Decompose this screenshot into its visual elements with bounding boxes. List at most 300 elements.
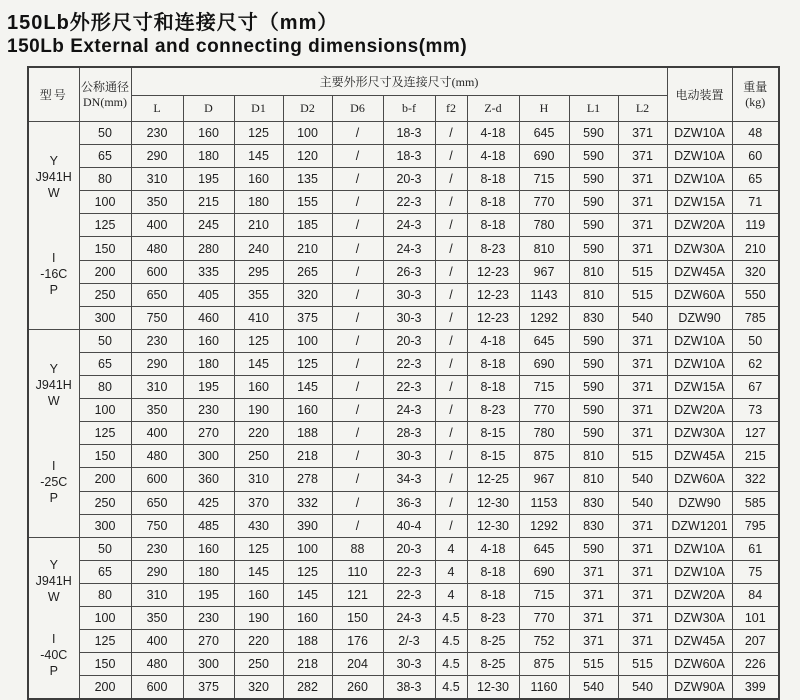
zd-cell: 8-18 — [467, 560, 519, 583]
d1-cell: 125 — [234, 122, 283, 145]
l2-cell: 371 — [618, 329, 667, 352]
l-cell: 350 — [131, 606, 183, 629]
bf-cell: 34-3 — [383, 468, 435, 491]
l2-cell: 540 — [618, 676, 667, 700]
zd-cell: 4-18 — [467, 329, 519, 352]
actuator-cell: DZW20A — [667, 214, 732, 237]
h-cell: 645 — [519, 329, 569, 352]
f2-cell: / — [435, 122, 467, 145]
zd-cell: 8-23 — [467, 606, 519, 629]
h-cell: 752 — [519, 630, 569, 653]
d1-cell: 125 — [234, 537, 283, 560]
l-cell: 400 — [131, 422, 183, 445]
actuator-cell: DZW20A — [667, 399, 732, 422]
d1-cell: 160 — [234, 583, 283, 606]
zd-cell: 8-25 — [467, 653, 519, 676]
d-cell: 300 — [183, 653, 234, 676]
bf-cell: 20-3 — [383, 537, 435, 560]
l2-cell: 371 — [618, 560, 667, 583]
d2-cell: 100 — [283, 537, 332, 560]
l1-cell: 371 — [569, 583, 618, 606]
l-cell: 230 — [131, 329, 183, 352]
f2-cell: 4 — [435, 583, 467, 606]
dn-cell: 80 — [79, 583, 131, 606]
actuator-cell: DZW15A — [667, 376, 732, 399]
l-cell: 600 — [131, 468, 183, 491]
d-cell: 485 — [183, 514, 234, 537]
d-cell: 195 — [183, 583, 234, 606]
header-dim-z-d: Z-d — [467, 96, 519, 122]
l2-cell: 515 — [618, 283, 667, 306]
weight-cell: 84 — [732, 583, 779, 606]
l2-cell: 540 — [618, 306, 667, 329]
table-row — [28, 399, 779, 422]
d6-cell: / — [332, 260, 383, 283]
weight-cell: 210 — [732, 237, 779, 260]
l2-cell: 371 — [618, 122, 667, 145]
l2-cell: 371 — [618, 422, 667, 445]
l1-cell: 590 — [569, 352, 618, 375]
l2-cell: 515 — [618, 260, 667, 283]
d2-cell: 390 — [283, 514, 332, 537]
f2-cell: / — [435, 283, 467, 306]
l1-cell: 590 — [569, 537, 618, 560]
d2-cell: 218 — [283, 653, 332, 676]
zd-cell: 12-30 — [467, 514, 519, 537]
weight-cell: 73 — [732, 399, 779, 422]
dn-cell: 250 — [79, 283, 131, 306]
d1-cell: 240 — [234, 237, 283, 260]
weight-cell: 127 — [732, 422, 779, 445]
d-cell: 460 — [183, 306, 234, 329]
weight-cell: 399 — [732, 676, 779, 700]
f2-cell: 4.5 — [435, 653, 467, 676]
f2-cell: / — [435, 376, 467, 399]
bf-cell: 24-3 — [383, 399, 435, 422]
l-cell: 400 — [131, 630, 183, 653]
f2-cell: / — [435, 422, 467, 445]
d1-cell: 295 — [234, 260, 283, 283]
l2-cell: 540 — [618, 468, 667, 491]
weight-cell: 795 — [732, 514, 779, 537]
d6-cell: 260 — [332, 676, 383, 700]
actuator-cell: DZW45A — [667, 630, 732, 653]
bf-cell: 38-3 — [383, 676, 435, 700]
l1-cell: 590 — [569, 145, 618, 168]
d1-cell: 210 — [234, 214, 283, 237]
header-dim-h: H — [519, 96, 569, 122]
actuator-cell: DZW15A — [667, 191, 732, 214]
l2-cell: 371 — [618, 376, 667, 399]
l1-cell: 590 — [569, 399, 618, 422]
actuator-cell: DZW45A — [667, 260, 732, 283]
f2-cell: / — [435, 145, 467, 168]
d6-cell: 110 — [332, 560, 383, 583]
f2-cell: / — [435, 352, 467, 375]
l2-cell: 371 — [618, 606, 667, 629]
d-cell: 180 — [183, 560, 234, 583]
d6-cell: / — [332, 191, 383, 214]
d-cell: 195 — [183, 376, 234, 399]
d1-cell: 160 — [234, 376, 283, 399]
dn-cell: 80 — [79, 376, 131, 399]
h-cell: 1292 — [519, 514, 569, 537]
d2-cell: 160 — [283, 399, 332, 422]
d1-cell: 180 — [234, 191, 283, 214]
d1-cell: 190 — [234, 606, 283, 629]
table-row — [28, 306, 779, 329]
d1-cell: 320 — [234, 676, 283, 700]
weight-cell: 61 — [732, 537, 779, 560]
zd-cell: 12-30 — [467, 491, 519, 514]
l-cell: 310 — [131, 583, 183, 606]
l1-cell: 830 — [569, 306, 618, 329]
actuator-cell: DZW45A — [667, 445, 732, 468]
header-nominal-diameter — [79, 67, 131, 122]
dn-cell: 150 — [79, 237, 131, 260]
f2-cell: 4 — [435, 560, 467, 583]
l1-cell: 830 — [569, 491, 618, 514]
dn-cell: 200 — [79, 676, 131, 700]
d6-cell: / — [332, 237, 383, 260]
bf-cell: 18-3 — [383, 122, 435, 145]
zd-cell: 8-15 — [467, 445, 519, 468]
header-dim-d2: D2 — [283, 96, 332, 122]
f2-cell: / — [435, 445, 467, 468]
actuator-cell: DZW10A — [667, 560, 732, 583]
actuator-cell: DZW10A — [667, 145, 732, 168]
h-cell: 1153 — [519, 491, 569, 514]
d1-cell: 145 — [234, 352, 283, 375]
l2-cell: 371 — [618, 537, 667, 560]
l2-cell: 371 — [618, 168, 667, 191]
d-cell: 270 — [183, 422, 234, 445]
bf-cell: 22-3 — [383, 352, 435, 375]
l1-cell: 810 — [569, 468, 618, 491]
bf-cell: 22-3 — [383, 560, 435, 583]
zd-cell: 8-18 — [467, 214, 519, 237]
bf-cell: 24-3 — [383, 237, 435, 260]
f2-cell: 4.5 — [435, 606, 467, 629]
d-cell: 360 — [183, 468, 234, 491]
l-cell: 480 — [131, 653, 183, 676]
weight-cell: 322 — [732, 468, 779, 491]
d2-cell: 218 — [283, 445, 332, 468]
d6-cell: / — [332, 514, 383, 537]
d6-cell: 176 — [332, 630, 383, 653]
bf-cell: 22-3 — [383, 583, 435, 606]
h-cell: 780 — [519, 422, 569, 445]
actuator-cell: DZW30A — [667, 606, 732, 629]
d6-cell: / — [332, 352, 383, 375]
table-row — [28, 491, 779, 514]
table-row — [28, 653, 779, 676]
zd-cell: 8-18 — [467, 191, 519, 214]
weight-cell: 75 — [732, 560, 779, 583]
dn-cell: 65 — [79, 560, 131, 583]
table-row — [28, 583, 779, 606]
d6-cell: / — [332, 122, 383, 145]
actuator-cell: DZW60A — [667, 283, 732, 306]
h-cell: 1143 — [519, 283, 569, 306]
header-dim-d6: D6 — [332, 96, 383, 122]
dn-cell: 100 — [79, 606, 131, 629]
f2-cell: / — [435, 260, 467, 283]
table-row — [28, 514, 779, 537]
l-cell: 310 — [131, 376, 183, 399]
d2-cell: 188 — [283, 422, 332, 445]
d6-cell: / — [332, 468, 383, 491]
l1-cell: 810 — [569, 283, 618, 306]
d6-cell: 204 — [332, 653, 383, 676]
d2-cell: 375 — [283, 306, 332, 329]
d2-cell: 320 — [283, 283, 332, 306]
l-cell: 290 — [131, 560, 183, 583]
dn-cell: 200 — [79, 468, 131, 491]
table-body — [28, 122, 779, 700]
f2-cell: / — [435, 329, 467, 352]
weight-cell: 62 — [732, 352, 779, 375]
d6-cell: / — [332, 283, 383, 306]
zd-cell: 12-25 — [467, 468, 519, 491]
header-main-dimensions-span: 主要外形尺寸及连接尺寸(mm) — [131, 67, 667, 96]
dn-cell: 125 — [79, 214, 131, 237]
d1-cell: 250 — [234, 653, 283, 676]
dn-cell: 150 — [79, 653, 131, 676]
model-series-label: Y J941H W — [35, 153, 72, 200]
dn-cell: 50 — [79, 537, 131, 560]
d1-cell: 220 — [234, 630, 283, 653]
h-cell: 770 — [519, 606, 569, 629]
d2-cell: 210 — [283, 237, 332, 260]
d2-cell: 125 — [283, 352, 332, 375]
table-row — [28, 260, 779, 283]
d6-cell: / — [332, 422, 383, 445]
zd-cell: 8-25 — [467, 630, 519, 653]
bf-cell: 30-3 — [383, 445, 435, 468]
page-titles — [0, 0, 800, 58]
h-cell: 875 — [519, 653, 569, 676]
d2-cell: 100 — [283, 329, 332, 352]
title-english: 150Lb External and connecting dimensions(mm) — [7, 36, 468, 57]
weight-cell: 48 — [732, 122, 779, 145]
actuator-cell: DZW60A — [667, 468, 732, 491]
weight-cell: 207 — [732, 630, 779, 653]
l-cell: 650 — [131, 283, 183, 306]
h-cell: 780 — [519, 214, 569, 237]
dn-cell: 80 — [79, 168, 131, 191]
weight-cell: 785 — [732, 306, 779, 329]
actuator-cell: DZW90 — [667, 306, 732, 329]
f2-cell: / — [435, 306, 467, 329]
weight-cell: 50 — [732, 329, 779, 352]
f2-cell: / — [435, 191, 467, 214]
l-cell: 230 — [131, 122, 183, 145]
d2-cell: 185 — [283, 214, 332, 237]
zd-cell: 4-18 — [467, 537, 519, 560]
l1-cell: 515 — [569, 653, 618, 676]
d2-cell: 145 — [283, 583, 332, 606]
l1-cell: 590 — [569, 329, 618, 352]
d6-cell: / — [332, 168, 383, 191]
header-dim-d: D — [183, 96, 234, 122]
d-cell: 270 — [183, 630, 234, 653]
table-row — [28, 237, 779, 260]
h-cell: 715 — [519, 583, 569, 606]
zd-cell: 8-18 — [467, 583, 519, 606]
actuator-cell: DZW60A — [667, 653, 732, 676]
l-cell: 290 — [131, 145, 183, 168]
d1-cell: 145 — [234, 145, 283, 168]
bf-cell: 18-3 — [383, 145, 435, 168]
table-row — [28, 422, 779, 445]
zd-cell: 4-18 — [467, 145, 519, 168]
header-electric-actuator: 电动装置 — [667, 67, 732, 122]
l-cell: 290 — [131, 352, 183, 375]
header-dim-l2: L2 — [618, 96, 667, 122]
f2-cell: / — [435, 399, 467, 422]
zd-cell: 8-15 — [467, 422, 519, 445]
d2-cell: 120 — [283, 145, 332, 168]
d-cell: 230 — [183, 399, 234, 422]
weight-cell: 320 — [732, 260, 779, 283]
h-cell: 690 — [519, 352, 569, 375]
l1-cell: 540 — [569, 676, 618, 700]
d6-cell: / — [332, 214, 383, 237]
model-cell-group-3 — [28, 537, 79, 699]
d1-cell: 160 — [234, 168, 283, 191]
bf-cell: 30-3 — [383, 306, 435, 329]
zd-cell: 8-18 — [467, 376, 519, 399]
d1-cell: 410 — [234, 306, 283, 329]
f2-cell: 4.5 — [435, 630, 467, 653]
d2-cell: 188 — [283, 630, 332, 653]
bf-cell: 30-3 — [383, 283, 435, 306]
h-cell: 875 — [519, 445, 569, 468]
d6-cell: / — [332, 376, 383, 399]
table-row — [28, 445, 779, 468]
actuator-cell: DZW10A — [667, 537, 732, 560]
header-dim-f2: f2 — [435, 96, 467, 122]
d1-cell: 430 — [234, 514, 283, 537]
model-cell-group-1 — [28, 122, 79, 330]
model-series-label: Y J941H W — [35, 361, 72, 408]
d6-cell: / — [332, 145, 383, 168]
l1-cell: 590 — [569, 191, 618, 214]
title-chinese: 150Lb外形尺寸和连接尺寸（mm） — [7, 12, 339, 34]
l-cell: 750 — [131, 306, 183, 329]
zd-cell: 8-18 — [467, 352, 519, 375]
l-cell: 750 — [131, 514, 183, 537]
d6-cell: / — [332, 445, 383, 468]
h-cell: 690 — [519, 560, 569, 583]
dn-cell: 300 — [79, 514, 131, 537]
bf-cell: 26-3 — [383, 260, 435, 283]
actuator-cell: DZW1201 — [667, 514, 732, 537]
zd-cell: 4-18 — [467, 122, 519, 145]
weight-cell: 215 — [732, 445, 779, 468]
l1-cell: 810 — [569, 445, 618, 468]
header-row-dims — [28, 96, 779, 122]
header-dn-unit: DN(mm) — [83, 94, 127, 109]
d-cell: 245 — [183, 214, 234, 237]
dn-cell: 100 — [79, 191, 131, 214]
header-dim-b-f: b-f — [383, 96, 435, 122]
actuator-cell: DZW90 — [667, 491, 732, 514]
weight-cell: 101 — [732, 606, 779, 629]
h-cell: 967 — [519, 468, 569, 491]
l-cell: 310 — [131, 168, 183, 191]
l2-cell: 371 — [618, 514, 667, 537]
d2-cell: 265 — [283, 260, 332, 283]
model-cell-group-2 — [28, 329, 79, 537]
d6-cell: 121 — [332, 583, 383, 606]
d2-cell: 135 — [283, 168, 332, 191]
bf-cell: 36-3 — [383, 491, 435, 514]
d1-cell: 310 — [234, 468, 283, 491]
model-pressure-label: I -40C P — [40, 632, 68, 679]
d-cell: 215 — [183, 191, 234, 214]
d-cell: 160 — [183, 329, 234, 352]
l-cell: 600 — [131, 676, 183, 700]
l-cell: 400 — [131, 214, 183, 237]
h-cell: 770 — [519, 191, 569, 214]
d-cell: 160 — [183, 122, 234, 145]
header-weight-label: 重量 — [743, 79, 768, 94]
d-cell: 180 — [183, 145, 234, 168]
zd-cell: 8-18 — [467, 168, 519, 191]
f2-cell: / — [435, 468, 467, 491]
actuator-cell: DZW30A — [667, 237, 732, 260]
l1-cell: 590 — [569, 122, 618, 145]
table-row — [28, 537, 779, 560]
l1-cell: 371 — [569, 560, 618, 583]
weight-cell: 71 — [732, 191, 779, 214]
f2-cell: / — [435, 168, 467, 191]
model-series-label: Y J941H W — [35, 557, 72, 604]
d1-cell: 355 — [234, 283, 283, 306]
zd-cell: 8-23 — [467, 237, 519, 260]
zd-cell: 12-23 — [467, 306, 519, 329]
h-cell: 1160 — [519, 676, 569, 700]
header-model: 型号 — [28, 67, 79, 122]
l1-cell: 371 — [569, 630, 618, 653]
table-row — [28, 191, 779, 214]
d2-cell: 145 — [283, 376, 332, 399]
f2-cell: / — [435, 237, 467, 260]
l1-cell: 590 — [569, 422, 618, 445]
bf-cell: 20-3 — [383, 329, 435, 352]
l-cell: 650 — [131, 491, 183, 514]
l-cell: 480 — [131, 237, 183, 260]
l2-cell: 371 — [618, 237, 667, 260]
l2-cell: 371 — [618, 145, 667, 168]
table-row — [28, 376, 779, 399]
h-cell: 810 — [519, 237, 569, 260]
dn-cell: 50 — [79, 122, 131, 145]
h-cell: 967 — [519, 260, 569, 283]
d1-cell: 250 — [234, 445, 283, 468]
d2-cell: 125 — [283, 560, 332, 583]
d-cell: 180 — [183, 352, 234, 375]
dn-cell: 300 — [79, 306, 131, 329]
h-cell: 715 — [519, 168, 569, 191]
header-weight — [732, 67, 779, 122]
d1-cell: 125 — [234, 329, 283, 352]
dn-cell: 65 — [79, 352, 131, 375]
h-cell: 770 — [519, 399, 569, 422]
d2-cell: 160 — [283, 606, 332, 629]
